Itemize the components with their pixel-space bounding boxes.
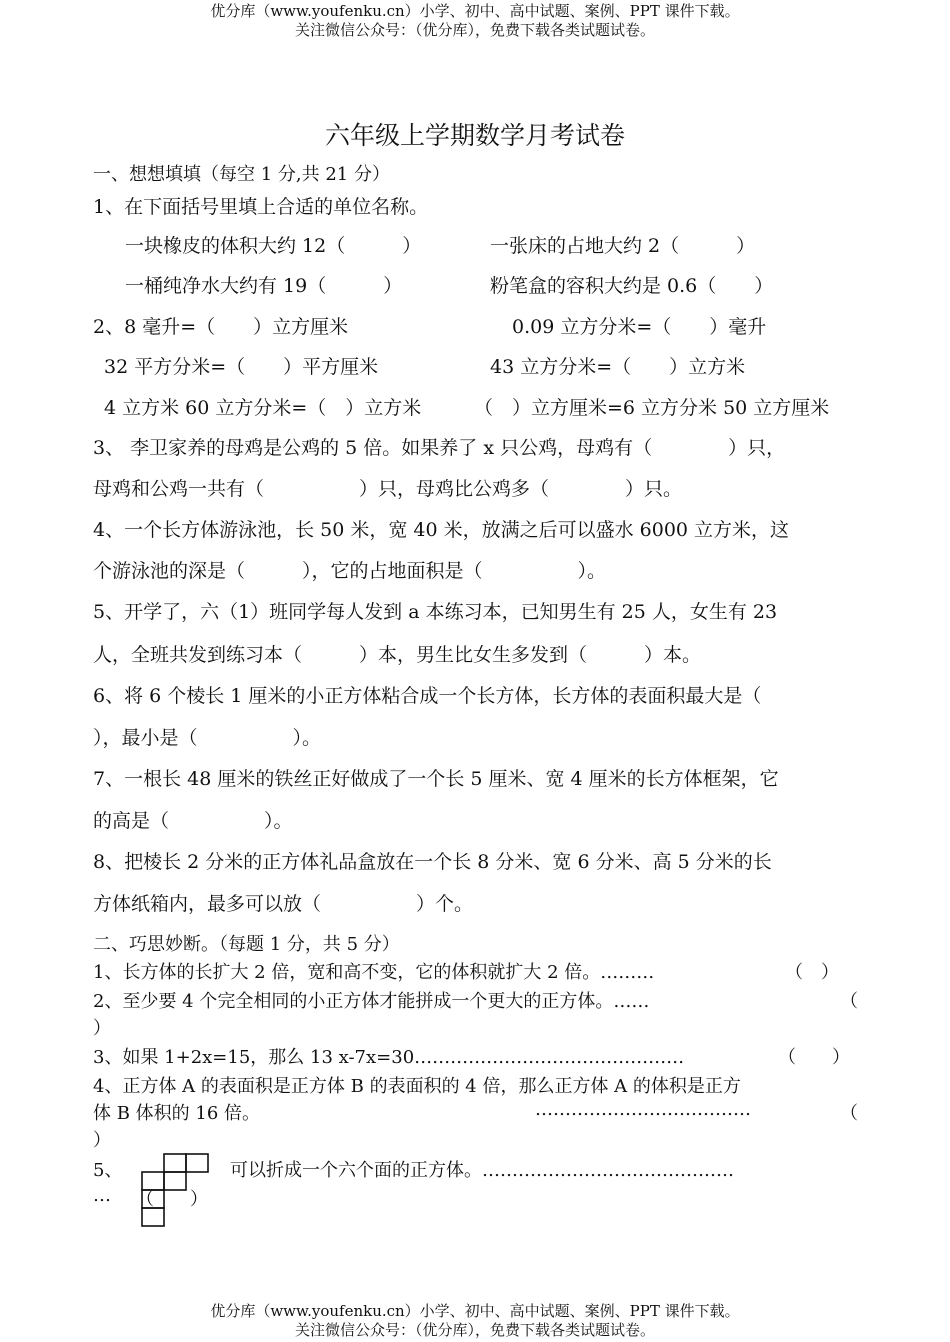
judge-4-dots: ……………………………… xyxy=(535,1099,751,1120)
judge-2-text: 2、至少要 4 个完全相同的小正方体才能拼成一个更大的正方体。…… xyxy=(93,991,650,1012)
q2-item-e: 4 立方米 60 立方分米=（ ）立方米 xyxy=(104,397,422,419)
net-square xyxy=(142,1190,164,1208)
q2-item-a: 2、8 毫升=（ ）立方厘米 xyxy=(93,316,349,338)
page-title: 六年级上学期数学月考试卷 xyxy=(324,121,625,150)
judge-2-close: ） xyxy=(93,1018,111,1039)
net-square xyxy=(142,1172,164,1190)
net-square xyxy=(164,1172,186,1190)
footer-line-2: 关注微信公众号：（优分库），免费下载各类试题试卷。 xyxy=(294,1321,655,1339)
judge-3-paren: （ ） xyxy=(778,1047,850,1068)
judge-4-close: ） xyxy=(93,1130,111,1151)
cube-net-figure xyxy=(140,1152,212,1228)
section1-heading: 一、想想填填（每空 1 分,共 21 分） xyxy=(93,164,390,185)
q1-item-c: 一桶纯净水大约有 19（ ） xyxy=(125,275,403,297)
judge-3-text: 3、如果 1+2x=15，那么 13 x-7x=30……………………………………… xyxy=(93,1047,685,1068)
judge-1-text: 1、长方体的长扩大 2 倍，宽和高不变，它的体积就扩大 2 倍。……… xyxy=(93,962,655,983)
net-square xyxy=(186,1154,208,1172)
q5-line-2: 人，全班共发到练习本（ ）本，男生比女生多发到（ ）本。 xyxy=(93,644,702,666)
q1-item-b: 一张床的占地大约 2（ ） xyxy=(490,235,756,257)
q1-item-a: 一块橡皮的体积大约 12（ ） xyxy=(125,235,422,257)
judge-1-paren: （ ） xyxy=(785,962,839,983)
judge-4-line-2: 体 B 体积的 16 倍。 xyxy=(93,1103,261,1124)
judge-4-line-1: 4、正方体 A 的表面积是正方体 B 的表面积的 4 倍，那么正方体 A 的体积是正方 xyxy=(93,1076,741,1097)
q6-line-2: ），最小是（ ）。 xyxy=(93,727,322,749)
q6-line-1: 6、将 6 个棱长 1 厘米的小正方体粘合成一个长方体，长方体的表面积最大是（ xyxy=(93,685,762,707)
judge-5-paren: （ ） xyxy=(136,1189,208,1210)
section2-heading: 二、巧思妙断。（每题 1 分，共 5 分） xyxy=(93,934,400,955)
q4-line-1: 4、一个长方体游泳池，长 50 米，宽 40 米，放满之后可以盛水 6000 立方米，这 xyxy=(93,519,790,541)
q1-item-d: 粉笔盒的容积大约是 0.6（ ） xyxy=(490,275,774,297)
q3-line-2: 母鸡和公鸡一共有（ ）只，母鸡比公鸡多（ ）只。 xyxy=(93,478,683,500)
net-square xyxy=(164,1154,186,1172)
q1-stem: 1、在下面括号里填上合适的单位名称。 xyxy=(93,196,429,218)
q2-item-d: 43 立方分米=（ ）立方米 xyxy=(490,356,746,378)
q7-line-1: 7、一根长 48 厘米的铁丝正好做成了一个长 5 厘米、宽 4 厘米的长方体框架，它 xyxy=(93,768,779,790)
q8-line-1: 8、把棱长 2 分米的正方体礼品盒放在一个长 8 分米、宽 6 分米、高 5 分米的长 xyxy=(93,851,772,873)
q3-line-1: 3、 李卫家养的母鸡是公鸡的 5 倍。如果养了 x 只公鸡，母鸡有（ ）只， xyxy=(93,437,786,459)
header-line-1: 优分库（www.youfenku.cn）小学、初中、高中试题、案例、PPT 课件下载。 xyxy=(210,2,740,20)
judge-5-tail: … xyxy=(93,1185,111,1206)
q2-item-c: 32 平方分米=（ ）平方厘米 xyxy=(104,356,379,378)
judge-2-open: （ xyxy=(840,991,858,1012)
q7-line-2: 的高是（ ）。 xyxy=(93,810,293,832)
q5-line-1: 5、开学了，六（1）班同学每人发到 a 本练习本，已知男生有 25 人，女生有 23 xyxy=(93,601,778,623)
judge-5-number: 5、 xyxy=(93,1160,123,1181)
q2-item-b: 0.09 立方分米=（ ）毫升 xyxy=(512,316,767,338)
judge-5-text: 可以折成一个六个面的正方体。…………………………………… xyxy=(230,1160,734,1181)
net-square xyxy=(142,1208,164,1226)
q8-line-2: 方体纸箱内，最多可以放（ ）个。 xyxy=(93,893,474,915)
q4-line-2: 个游泳池的深是（ ），它的占地面积是（ ）。 xyxy=(93,560,607,582)
footer-line-1: 优分库（www.youfenku.cn）小学、初中、高中试题、案例、PPT 课件下载。 xyxy=(210,1302,740,1320)
header-line-2: 关注微信公众号：（优分库），免费下载各类试题试卷。 xyxy=(294,21,655,39)
q2-item-f: （ ）立方厘米=6 立方分米 50 立方厘米 xyxy=(474,397,830,419)
judge-4-open: （ xyxy=(840,1103,858,1124)
